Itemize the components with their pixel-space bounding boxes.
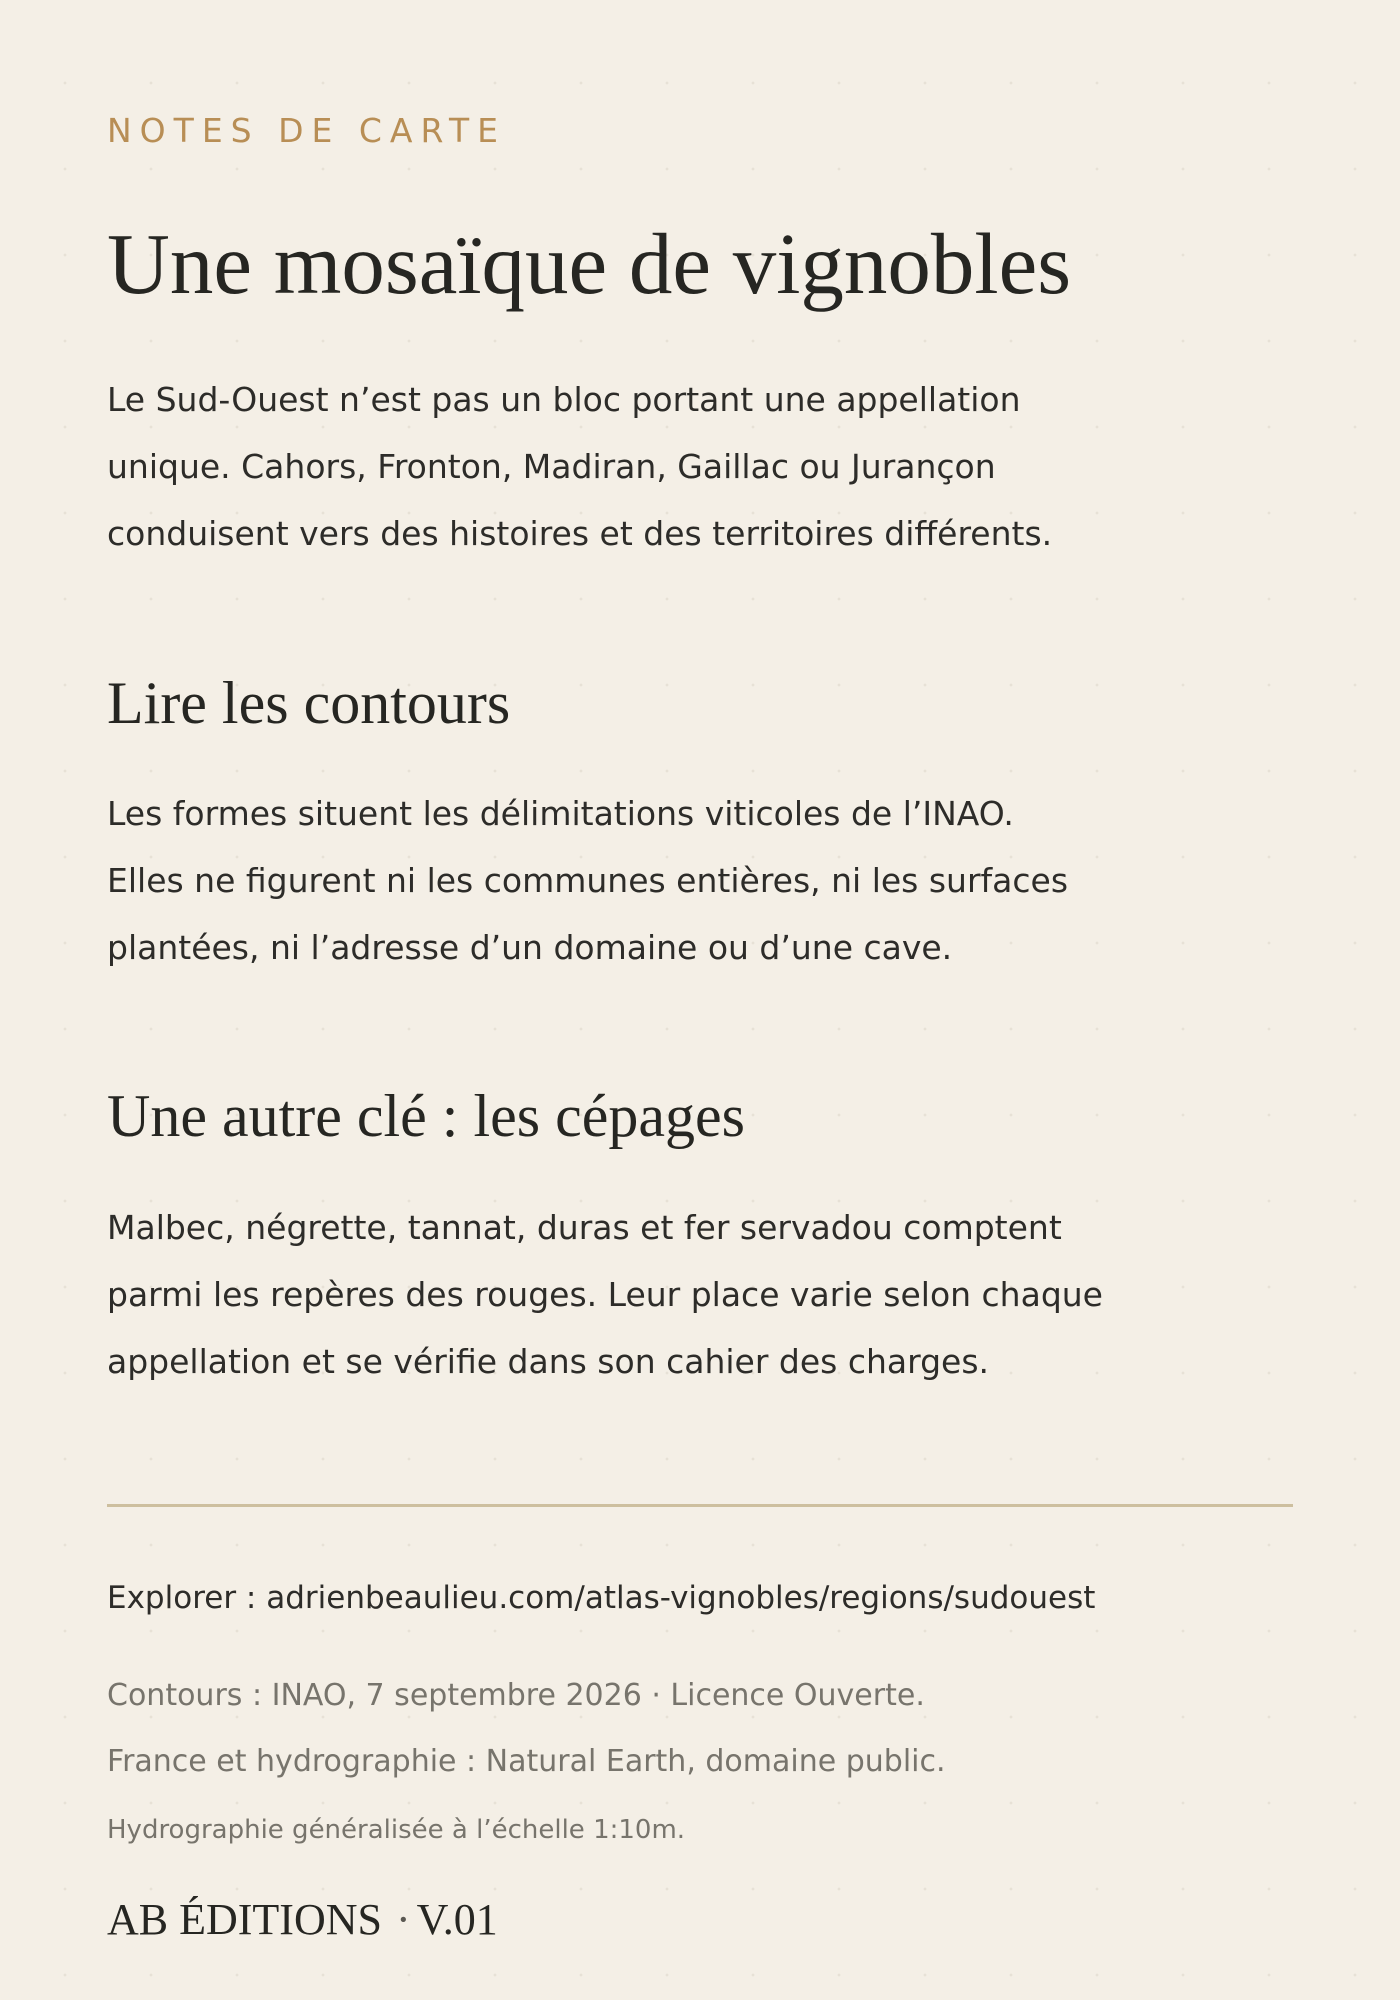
- brand-separator: ·: [395, 1895, 411, 1944]
- contours-line: plantées, ni l’adresse d’un domaine ou d’une cave.: [107, 928, 953, 967]
- credit-contours: Contours : INAO, 7 septembre 2026 · Licence Ouverte.: [107, 1678, 925, 1713]
- cepages-line: Malbec, négrette, tannat, duras et fer servadou comptent: [107, 1208, 1062, 1247]
- credit-hydrography: Hydrographie généralisée à l’échelle 1:10m.: [107, 1815, 686, 1845]
- contours-paragraph: [107, 780, 1227, 981]
- intro-line: conduisent vers des histoires et des territoires différents.: [107, 514, 1053, 553]
- page-title: Une mosaïque de vignobles: [107, 215, 1072, 312]
- section-heading-cepages: Une autre clé : les cépages: [107, 1083, 745, 1149]
- credit-natural-earth: France et hydrographie : Natural Earth, domaine public.: [107, 1744, 946, 1779]
- brand-signature: [107, 1895, 498, 1944]
- section-eyebrow: NOTES DE CARTE: [107, 111, 507, 150]
- explore-link[interactable]: Explorer : adrienbeaulieu.com/atlas-vignobles/regions/sudouest: [107, 1580, 1096, 1616]
- cepages-paragraph: [107, 1194, 1227, 1395]
- footer-divider: [107, 1504, 1293, 1507]
- intro-line: Le Sud-Ouest n’est pas un bloc portant une appellation: [107, 380, 1021, 419]
- section-heading-contours: Lire les contours: [107, 670, 511, 736]
- cepages-line: appellation et se vérifie dans son cahier des charges.: [107, 1342, 990, 1381]
- intro-paragraph: [107, 366, 1227, 567]
- contours-line: Les formes situent les délimitations viticoles de l’INAO.: [107, 794, 1014, 833]
- brand-name: AB ÉDITIONS: [107, 1895, 382, 1944]
- contours-line: Elles ne figurent ni les communes entières, ni les surfaces: [107, 861, 1069, 900]
- cepages-line: parmi les repères des rouges. Leur place varie selon chaque: [107, 1275, 1103, 1314]
- brand-version: V.01: [416, 1895, 498, 1944]
- intro-line: unique. Cahors, Fronton, Madiran, Gaillac ou Jurançon: [107, 447, 996, 486]
